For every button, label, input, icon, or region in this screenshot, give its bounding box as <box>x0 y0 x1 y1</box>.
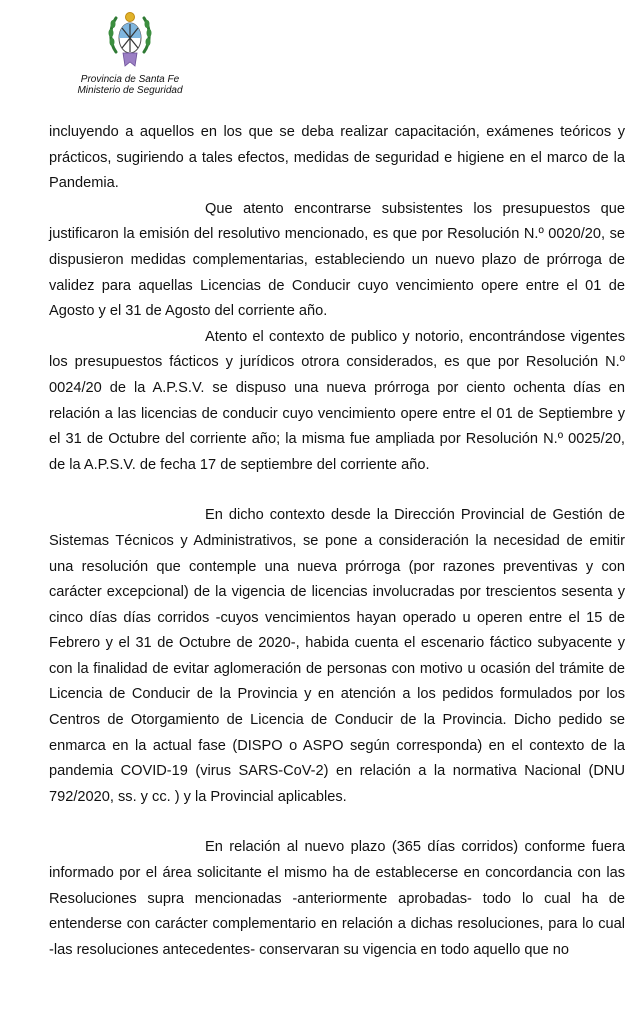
document-body <box>49 120 625 963</box>
paragraph: En relación al nuevo plazo (365 días corridos) conforme fuera informado por el área solicitante el mismo ha de establecerse en concordancia con las Resoluciones supra mencionadas -anteriormente aprobadas- todo lo cual ha de entenderse con carácter complementario en relación a dichas resoluciones, para lo cual -las resoluciones antecedentes- conservaran su vigencia en todo aquello que no <box>49 839 625 958</box>
paragraph: incluyendo a aquellos en los que se deba realizar capacitación, exámenes teóricos y prácticos, sugiriendo a tales efectos, medidas de seguridad e higiene en el marco de la Pandemia. <box>49 124 625 192</box>
ministry-name: Ministerio de Seguridad <box>77 85 183 96</box>
letterhead <box>60 8 200 96</box>
paragraph: Que atento encontrarse subsistentes los presupuestos que justificaron la emisión del resolutivo mencionado, es que por Resolución N.º 0020/20, se dispusieron medidas complementarias, estableciendo un nuevo plazo de prórroga de validez para aquellas Licencias de Conducir cuyo vencimiento opere entre el 01 de Agosto y el 31 de Agosto del corriente año. <box>49 200 625 320</box>
paragraph: Atento el contexto de publico y notorio, encontrándose vigentes los presupuestos fácticos y jurídicos otrora considerados, es que por Resolución N.º 0024/20 de la A.P.S.V. se dispuso una nueva prórroga por ciento ochenta días en relación a las licencias de conducir cuyo vencimiento opere entre el 01 de Septiembre y el 31 de Octubre del corriente año; la misma fue ampliada por Resolución N.º 0025/20, de la A.P.S.V. de fecha 17 de septiembre del corriente año. <box>49 328 625 473</box>
coat-of-arms-icon <box>106 8 154 70</box>
paragraph: En dicho contexto desde la Dirección Provincial de Gestión de Sistemas Técnicos y Administrativos, se pone a consideración la necesidad de emitir una resolución que contemple una nueva prórroga (por razones preventivas y con carácter excepcional) de la vigencia de licencias involucradas por trescientos sesenta y cinco días días corridos -cuyos vencimientos hayan operado u operen entre el 15 de Febrero y el 31 de Octubre de 2020-, habida cuenta el escenario fáctico subyacente y con la finalidad de evitar aglomeración de personas con motivo u ocasión del trámite de Licencia de Conducir de la Provincia y en atención a los pedidos formulados por los Centros de Otorgamiento de Licencia de Conducir de la Provincia. Dicho pedido se enmarca en la actual fase (DISPO o ASPO según corresponda) en el contexto de la pandemia COVID-19 (virus SARS-CoV-2) en relación a la normativa Nacional (DNU 792/2020, ss. y cc. ) y la Provincial aplicables. <box>49 507 625 805</box>
province-name: Provincia de Santa Fe <box>80 74 180 85</box>
